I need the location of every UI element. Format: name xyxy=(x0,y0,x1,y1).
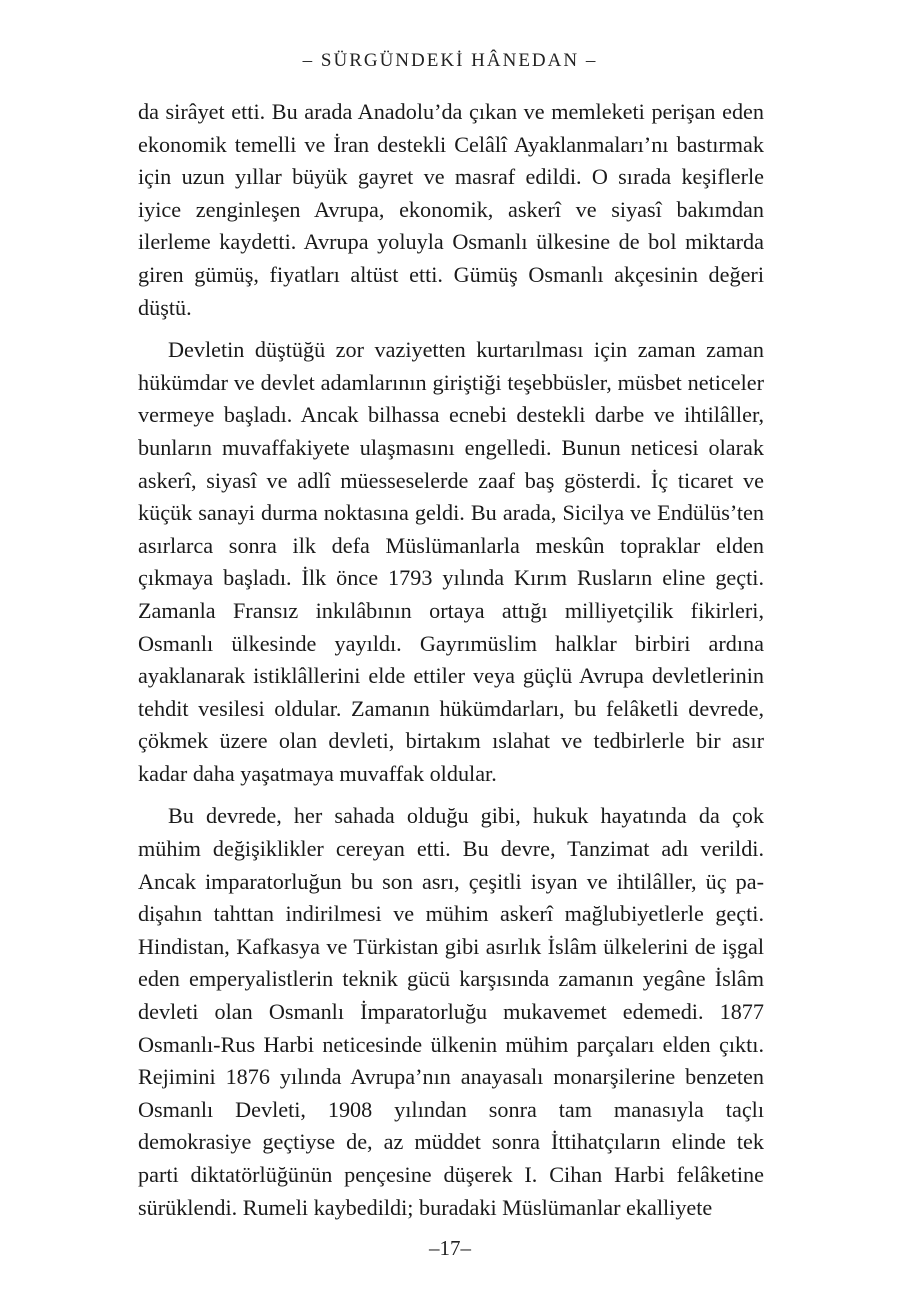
paragraph: da sirâyet etti. Bu arada Anadolu’da çıkan ve memleketi perişan eden ekonomik temelli ve İran destekli Celâlî Ayaklanmaları’nı bastırmak için uzun yıllar büyük gayret ve masraf edildi. O sırada keşiflerle iyice zenginleşen Avrupa, ekonomik, askerî ve siyasî bakımdan ilerleme kaydetti. Avrupa yoluyla Osmanlı ülkesine de bol miktarda giren gümüş, fiyatları altüst etti. Gümüş Osmanlı akçesinin değeri düştü. xyxy=(138,99,764,320)
running-header: – SÜRGÜNDEKİ HÂNEDAN – xyxy=(302,50,598,71)
paragraph: Devletin düştüğü zor vaziyetten kurtarılması için zaman zaman hükümdar ve devlet adamlarının giriştiği teşebbüsler, müsbet neticeler vermeye başladı. Ancak bilhassa ecnebi destekli darbe ve ihtilâller, bunların muvaffakiyete ulaşmasını engelledi. Bunun neticesi olarak askerî, siyasî ve adlî müesseselerde zaaf baş gösterdi. İç ticaret ve küçük sanayi durma noktasına geldi. Bu arada, Sicilya ve Endülüs’ten asırlarca sonra ilk defa Müslümanlarla meskûn topraklar elden çıkmaya başladı. İlk önce 1793 yılında Kırım Rusların eline geçti. Zamanla Fransız inkılâbının ortaya attığı milliyetçilik fikirleri, Osmanlı ülkesinde yayıldı. Gayrımüslim halklar birbiri ardına ayaklanarak istiklâllerini elde ettiler veya güçlü Avrupa devletlerinin tehdit vesilesi oldular. Zamanın hükümdarları, bu felâketli devrede, çökmek üzere olan devleti, birtakım ıslahat ve tedbirlerle bir asır kadar daha yaşatmaya muvaffak oldular. xyxy=(138,337,764,786)
body-text xyxy=(138,96,764,1224)
paragraph: Bu devrede, her sahada olduğu gibi, hukuk hayatında da çok mühim değişiklikler cereyan etti. Bu devre, Tanzimat adı verildi. Ancak imparatorluğun bu son asrı, çeşitli isyan ve ihtilâller, üç padişahın tahttan indirilmesi ve mühim askerî mağlubiyetlerle geçti. Hindistan, Kafkasya ve Türkistan gibi asırlık İslâm ülkelerini de işgal eden emperyalistlerin teknik gücü karşısında zamanın yegâne İslâm devleti olan Osmanlı İmparatorluğu mukavemet edemedi. 1877 Osmanlı-Rus Harbi neticesinde ülkenin mühim parçaları elden çıktı. Rejimini 1876 yılında Avrupa’nın anayasalı monarşilerine benzeten Osmanlı Devleti, 1908 yılından sonra tam manasıyla taçlı demokrasiye geçtiyse de, az müddet sonra İttihatçıların elinde tek parti diktatörlüğünün pençesine düşerek I. Cihan Harbi felâketine sürüklendi. Rumeli kaybedildi; buradaki Müslümanlar ekalliyete xyxy=(138,803,764,1220)
page-number: –17– xyxy=(429,1236,471,1260)
